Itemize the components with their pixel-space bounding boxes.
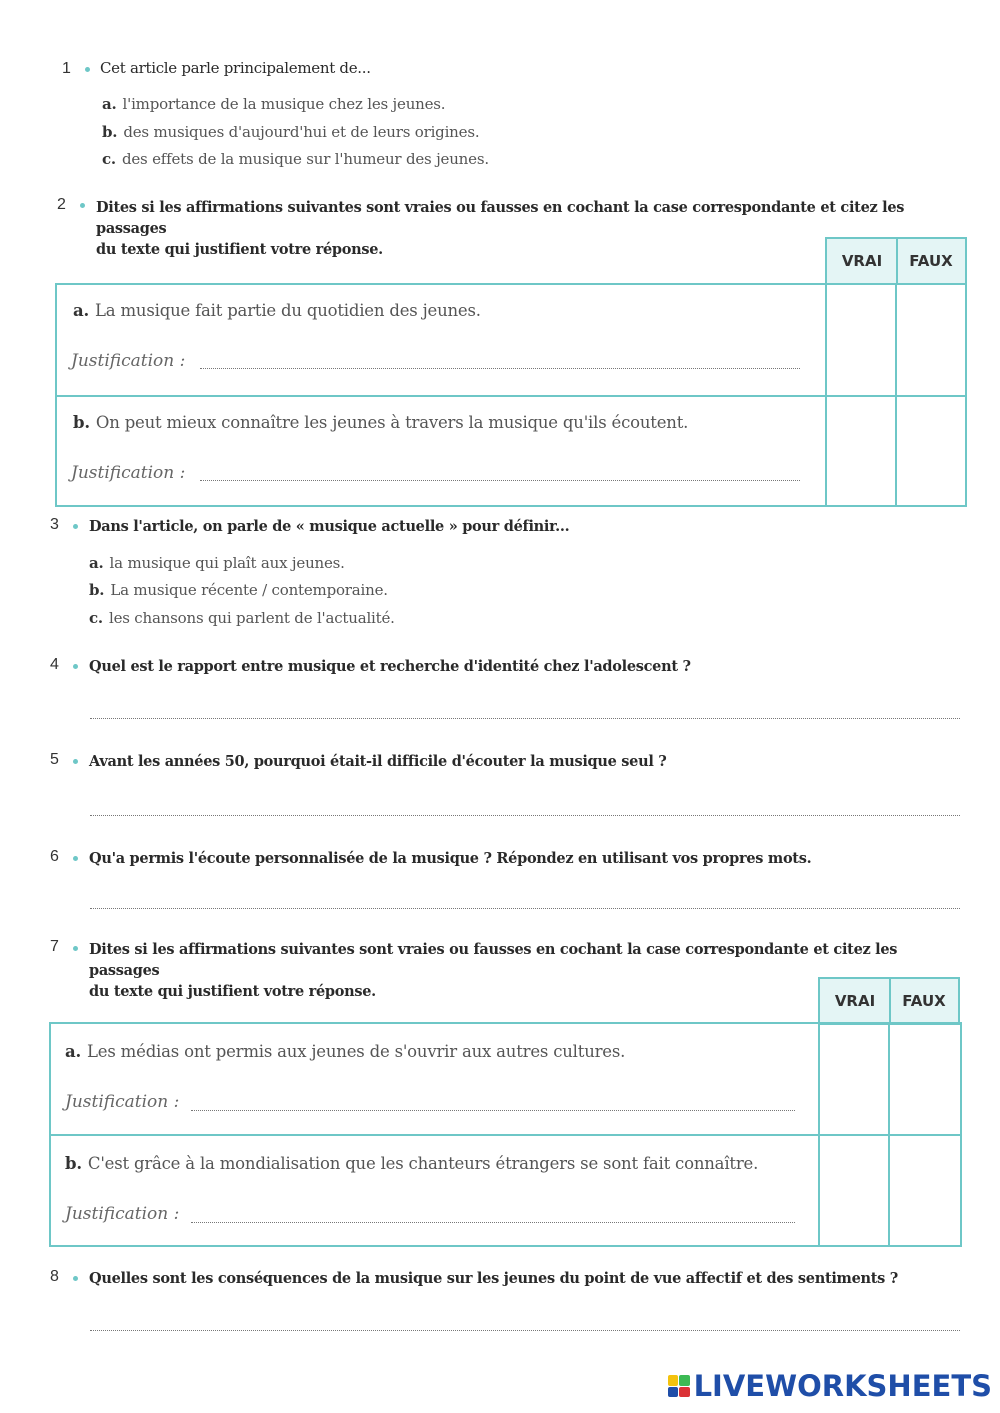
q6-bullet [73,856,78,861]
q5-text: Avant les années 50, pourquoi était-il difficile d'écouter la musique seul ? [89,753,667,770]
statement-letter: a. [73,301,90,320]
q7-checkbox-vrai-b[interactable] [820,1136,888,1245]
q2-statement-a [73,301,481,320]
q6-number: 6 [50,848,59,865]
q1-bullet [85,67,90,72]
q1-text: Cet article parle principalement de... [100,59,371,77]
option-text: La musique récente / contemporaine. [110,581,388,599]
q3-option-b[interactable] [89,581,388,599]
q4-text: Quel est le rapport entre musique et recherche d'identité chez l'adolescent ? [89,658,691,675]
q2-number: 2 [57,196,66,213]
q2-vrai-faux-header [825,237,967,285]
q2-text-line2: du texte qui justifient votre réponse. [96,241,383,258]
q2-checkbox-vrai-a[interactable] [827,285,895,393]
q2-statement-b [73,413,688,432]
q7-vrai-faux-header [818,977,960,1025]
q2-justification-label-b: Justification : [71,463,186,483]
q6-text: Qu'a permis l'écoute personnalisée de la musique ? Répondez en utilisant vos propres mots. [89,850,812,867]
statement-letter: a. [65,1042,82,1061]
q7-justification-input-b[interactable] [191,1222,795,1223]
q3-number: 3 [50,516,59,533]
option-text: les chansons qui parlent de l'actualité. [108,609,395,627]
option-letter: a. [89,554,104,572]
q7-checkbox-faux-a[interactable] [890,1024,958,1132]
q2-bullet [80,203,85,208]
statement-text: C'est grâce à la mondialisation que les chanteurs étrangers se sont fait connaître. [87,1154,759,1173]
option-letter: b. [102,123,118,141]
q8-answer-input[interactable] [90,1330,960,1331]
option-text: des musiques d'aujourd'hui et de leurs origines. [123,123,480,141]
q5-number: 5 [50,751,59,768]
q7-checkbox-vrai-a[interactable] [820,1024,888,1132]
statement-text: Les médias ont permis aux jeunes de s'ouvrir aux autres cultures. [87,1042,626,1061]
liveworksheets-logo-text: LIVEWORKSHEETS [693,1369,992,1403]
q7-statement-a [65,1042,625,1061]
q2-justification-input-b[interactable] [200,480,800,481]
q2-header-vrai: VRAI [841,252,883,270]
statement-letter: b. [65,1154,82,1173]
q1-option-a[interactable] [102,95,445,113]
q3-option-a[interactable] [89,554,345,572]
statement-letter: b. [73,413,90,432]
liveworksheets-logo [668,1369,992,1403]
q2-text-line1: Dites si les affirmations suivantes sont vraies ou fausses en cochant la case correspondante et citez les passages [96,199,905,237]
q1-option-b[interactable] [102,123,479,141]
q3-option-c[interactable] [89,609,395,627]
q2-justification-label-a: Justification : [71,351,186,371]
q2-table [55,283,967,507]
q5-bullet [73,759,78,764]
q6-answer-input[interactable] [90,908,960,909]
q7-justification-input-a[interactable] [191,1110,795,1111]
q3-bullet [73,524,78,529]
option-letter: b. [89,581,105,599]
statement-text: On peut mieux connaître les jeunes à travers la musique qu'ils écoutent. [95,413,689,432]
q7-bullet [73,946,78,951]
q7-text-line2: du texte qui justifient votre réponse. [89,983,376,1000]
q2-header-faux: FAUX [909,252,953,270]
q7-statement-b [65,1154,758,1173]
option-text: la musique qui plaît aux jeunes. [109,554,345,572]
option-letter: c. [102,150,116,168]
q8-text: Quelles sont les conséquences de la musique sur les jeunes du point de vue affectif et des sentiments ? [89,1270,898,1287]
option-text: des effets de la musique sur l'humeur des jeunes. [121,150,489,168]
q7-table [49,1022,962,1247]
q7-justification-label-b: Justification : [65,1204,180,1224]
q1-option-c[interactable] [102,150,489,168]
q4-answer-input[interactable] [90,718,960,719]
option-text: l'importance de la musique chez les jeunes. [122,95,446,113]
option-letter: c. [89,609,103,627]
q4-bullet [73,664,78,669]
q3-text: Dans l'article, on parle de « musique actuelle » pour définir... [89,518,570,535]
q8-bullet [73,1276,78,1281]
q2-checkbox-faux-a[interactable] [897,285,965,393]
q7-justification-label-a: Justification : [65,1092,180,1112]
statement-text: La musique fait partie du quotidien des jeunes. [95,301,481,320]
q7-header-faux: FAUX [902,992,946,1010]
option-letter: a. [102,95,117,113]
q8-number: 8 [50,1268,59,1285]
q7-number: 7 [50,938,59,955]
q2-checkbox-faux-b[interactable] [897,397,965,505]
liveworksheets-logo-icon [668,1375,690,1397]
q7-header-vrai: VRAI [834,992,876,1010]
q5-answer-input[interactable] [90,815,960,816]
q1-number: 1 [62,60,71,77]
q4-number: 4 [50,656,59,673]
q2-checkbox-vrai-b[interactable] [827,397,895,505]
q2-justification-input-a[interactable] [200,368,800,369]
q7-text-line1: Dites si les affirmations suivantes sont vraies ou fausses en cochant la case correspondante et citez les passages [89,941,898,979]
q7-checkbox-faux-b[interactable] [890,1136,958,1245]
